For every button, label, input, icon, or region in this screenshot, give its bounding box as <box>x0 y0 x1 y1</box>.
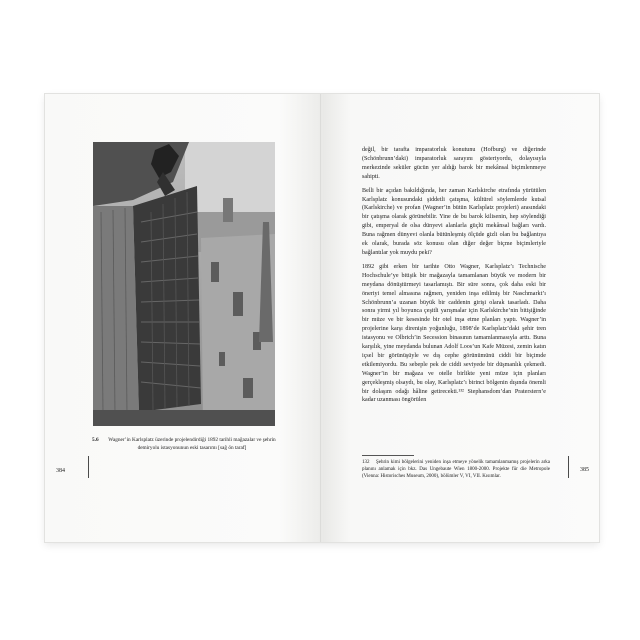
left-page-number: 384 <box>56 468 65 474</box>
footnote-number: 132 <box>362 460 370 465</box>
footnote <box>362 459 550 480</box>
paragraph: Belli bir açıdan bakıldığında, her zaman Karlskirche etrafında yürütülen Karlsplatz konusundaki şiddetli çatışma, kültürel söylemlerde kutsal (Karlskirche) ve profan (Wagner’in bütün Karlsplatz projeleri) arasındaki bir çatışma olarak görünebilir. Yine de bu barok kilisenin, hep söylendiği gibi, emperyal de olsa dünyevi alanlarla güçlü mekânsal bağları vardı. Buna rağmen dünyevi olanla bütünleşmiş ölçüde gizli olan bu bağlantıya ek olarak, burada söz konusu olan diğer değer biçme biçimleriyle bağlantılar yok muydu peki? <box>362 187 546 256</box>
karlsplatz-illustration <box>93 142 275 426</box>
caption-number: 5.6 <box>92 437 99 443</box>
paragraph: değil, bir tarafta imparatorluk konutunu (Hofburg) ve diğerinde (Schönbrunn’daki) imparatorluk sarayını gösteriyordu, dolayısıyla merkezinde seküler gücün yer aldığı barok bir mekânsal biçimlenmeye sahipti. <box>362 147 546 180</box>
body-text <box>362 146 546 410</box>
right-page <box>323 94 599 542</box>
caption-text: Wagner’in Karlsplatz üzerinde projelendirdiği 1892 tarihli mağazalar ve şehrin demiryolu istasyonunun eski tasarımı [sağ ön taraf] <box>108 437 276 451</box>
right-page-number: 385 <box>580 467 589 473</box>
karlsplatz-photo <box>93 142 275 426</box>
open-book <box>45 94 599 542</box>
right-page-rule <box>568 456 569 478</box>
left-page-rule <box>88 456 89 478</box>
paragraph: 1892 gibi erken bir tarihte Otto Wagner, Karlsplatz’ı Technische Hochschule’ye bitişik bir mağazayla tamamlanan büyük ve modern bir meydana dönüştürmeyi tasarlamıştı. Bir süre sonra, çok daha eski bir öneriyi temel almasına rağmen, yeniden inşa edilmiş bir Naschmarkt’ı Schönbrunn’a uzanan büyük bir caddenin girişi olarak tasarladı. Daha sonra yirmi yıl boyunca çeşitli yarışmalar için Karlskirche’nin bitişiğinde bir müze ve bir kesesinde bir otel inşa etme planları yaptı. Wagner’in projelerine karşı direnişin yoğunluğu, 1898’de Karlsplatz’daki şehir tren istasyonu ve Olbrich’in Secession binasının tamamlanmasıyla arttı. Buna karşılık, yine meydanda bulunan Adolf Loos’un Kafe Müzesi, zemin katın içsel bir görünüşüyle ve dış cephe görünümünü ciddi bir biçimde etkilemiyordu. Bu sebeple pek de ciddi seviyede bir düşmanlık çekmedi. Wagner’in bir mağaza ve otelle birlikte yeni müze için planları gerçekleşmiş olsaydı, bu olay, Karlsplatz’ı birinci bölgenin dışında önemli bir dolaşım odağı hâline getirecekti.¹³² Stephansdom’dan Praterstern’e kadar uzanması öngörülen <box>362 263 546 404</box>
left-page <box>45 94 321 542</box>
footnote-text: Şehrin kimi bölgelerini yeniden inşa etmeye yönelik tamamlanmamış projelerin arka planını anlamak için bkz. Das Ungebaute Wien 1800-2000. Projekte für die Metropole (Vienna: Historisches Museum, 2000), bölümler V, VI, VII. Kısımlar. <box>362 460 550 479</box>
photo-caption <box>93 437 279 452</box>
footnote-rule <box>362 455 414 456</box>
